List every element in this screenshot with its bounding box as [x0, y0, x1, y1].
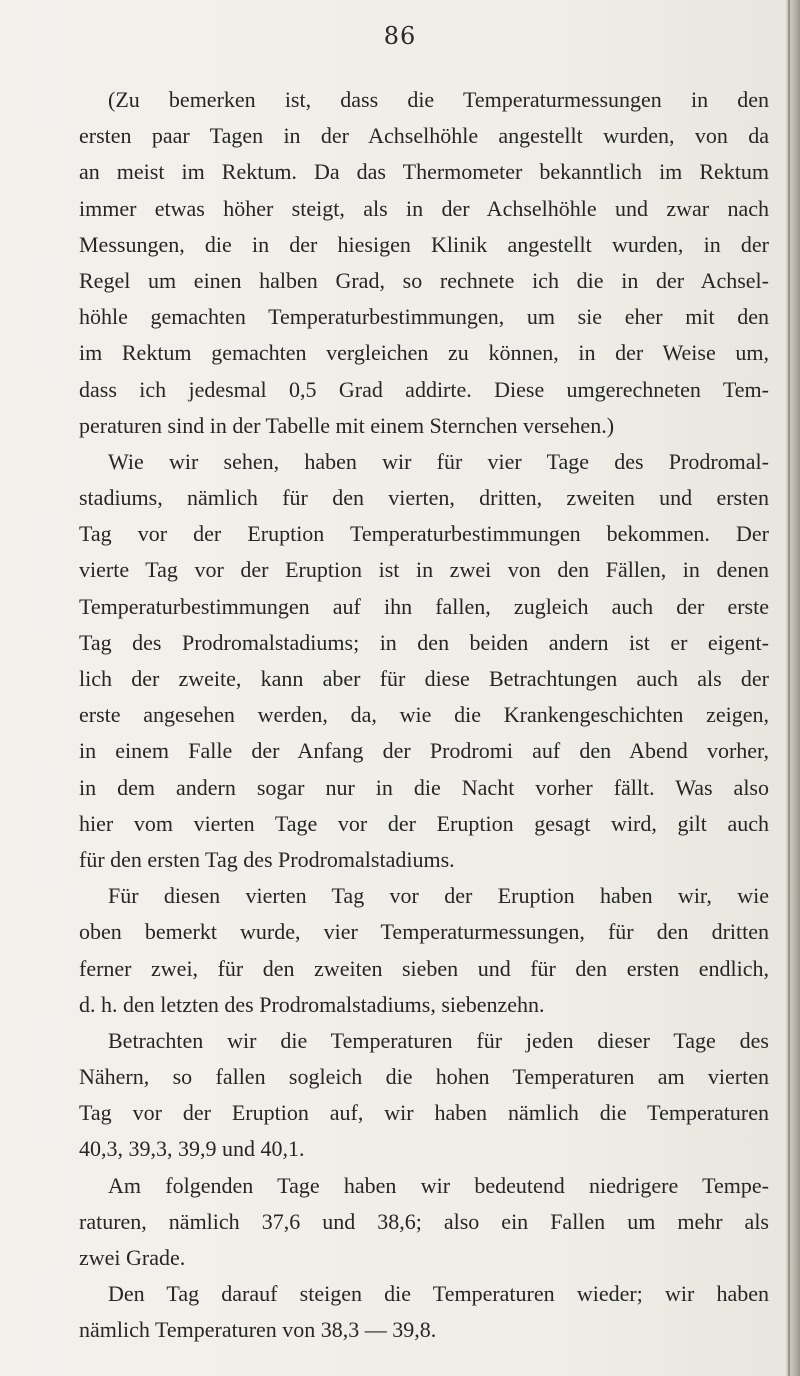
- text-line: Betrachten wir die Temperaturen für jeden dieser Tage des: [108, 1027, 769, 1053]
- paragraph-6: [79, 1276, 769, 1348]
- text-line: erste angesehen werden, da, wie die Krankengeschichten zeigen,: [79, 702, 769, 728]
- text-line: Nähern, so fallen sogleich die hohen Temperaturen am vierten: [79, 1064, 769, 1090]
- text-line: (Zu bemerken ist, dass die Temperaturmessungen in den: [108, 87, 769, 112]
- text-line: höhle gemachten Temperaturbestimmungen, um sie eher mit den: [79, 304, 769, 330]
- paragraph-3: [79, 878, 769, 1023]
- text-line: Regel um einen halben Grad, so rechnete ich die in der Achsel-: [79, 267, 769, 293]
- text-line: hier vom vierten Tage vor der Eruption gesagt wird, gilt auch: [79, 810, 769, 836]
- text-line: ferner zwei, für den zweiten sieben und für den ersten endlich,: [79, 955, 769, 981]
- text-line: Am folgenden Tage haben wir bedeutend niedrigere Tempe-: [108, 1172, 769, 1198]
- text-line: nämlich Temperaturen von 38,3 — 39,8.: [79, 1317, 437, 1343]
- text-line: immer etwas höher steigt, als in der Achselhöhle und zwar nach: [79, 195, 769, 221]
- text-line: Wie wir sehen, haben wir für vier Tage des Prodromal-: [108, 448, 769, 474]
- text-line: 40,3, 39,3, 39,9 und 40,1.: [79, 1136, 305, 1162]
- text-line: ersten paar Tagen in der Achselhöhle angestellt wurden, von da: [79, 123, 769, 149]
- text-line: lich der zweite, kann aber für diese Betrachtungen auch als der: [79, 666, 769, 691]
- paragraph-5: [79, 1168, 769, 1277]
- text-line: in dem andern sogar nur in die Nacht vorher fällt. Was also: [79, 774, 769, 800]
- text-line: für den ersten Tag des Prodromalstadiums.: [79, 846, 455, 872]
- text-line: stadiums, nämlich für den vierten, dritten, zweiten und ersten: [79, 485, 769, 511]
- text-line: Temperaturbestimmungen auf ihn fallen, zugleich auch der erste: [79, 593, 769, 619]
- text-line: d. h. den letzten des Prodromalstadiums, siebenzehn.: [79, 991, 545, 1017]
- text-line: raturen, nämlich 37,6 und 38,6; also ein Fallen um mehr als: [79, 1208, 769, 1234]
- text-line: dass ich jedesmal 0,5 Grad addirte. Diese umgerechneten Tem-: [79, 376, 769, 402]
- text-line: vierte Tag vor der Eruption ist in zwei von den Fällen, in denen: [79, 557, 769, 583]
- page-edge-line: [788, 0, 790, 1376]
- text-line: an meist im Rektum. Da das Thermometer bekanntlich im Rektum: [79, 159, 769, 185]
- text-line: Tag vor der Eruption auf, wir haben nämlich die Temperaturen: [79, 1100, 769, 1126]
- text-line: Den Tag darauf steigen die Temperaturen wieder; wir haben: [108, 1281, 769, 1307]
- body-text: [79, 82, 769, 1349]
- text-line: im Rektum gemachten vergleichen zu können, in der Weise um,: [79, 340, 769, 366]
- text-line: in einem Falle der Anfang der Prodromi auf den Abend vorher,: [79, 738, 769, 764]
- text-line: Für diesen vierten Tag vor der Eruption haben wir, wie: [108, 883, 769, 909]
- text-line: oben bemerkt wurde, vier Temperaturmessungen, für den dritten: [79, 919, 769, 945]
- page-number: 86: [383, 22, 417, 50]
- paragraph-4: [79, 1023, 769, 1168]
- text-line: Messungen, die in der hiesigen Klinik angestellt wurden, in der: [79, 231, 769, 257]
- text-line: Tag des Prodromalstadiums; in den beiden andern ist er eigent-: [79, 629, 769, 655]
- text-line: peraturen sind in der Tabelle mit einem Sternchen versehen.): [79, 412, 615, 438]
- text-line: Tag vor der Eruption Temperaturbestimmungen bekommen. Der: [79, 521, 769, 547]
- paragraph-2: [79, 444, 769, 878]
- paragraph-1: [79, 82, 769, 444]
- text-line: zwei Grade.: [79, 1245, 186, 1270]
